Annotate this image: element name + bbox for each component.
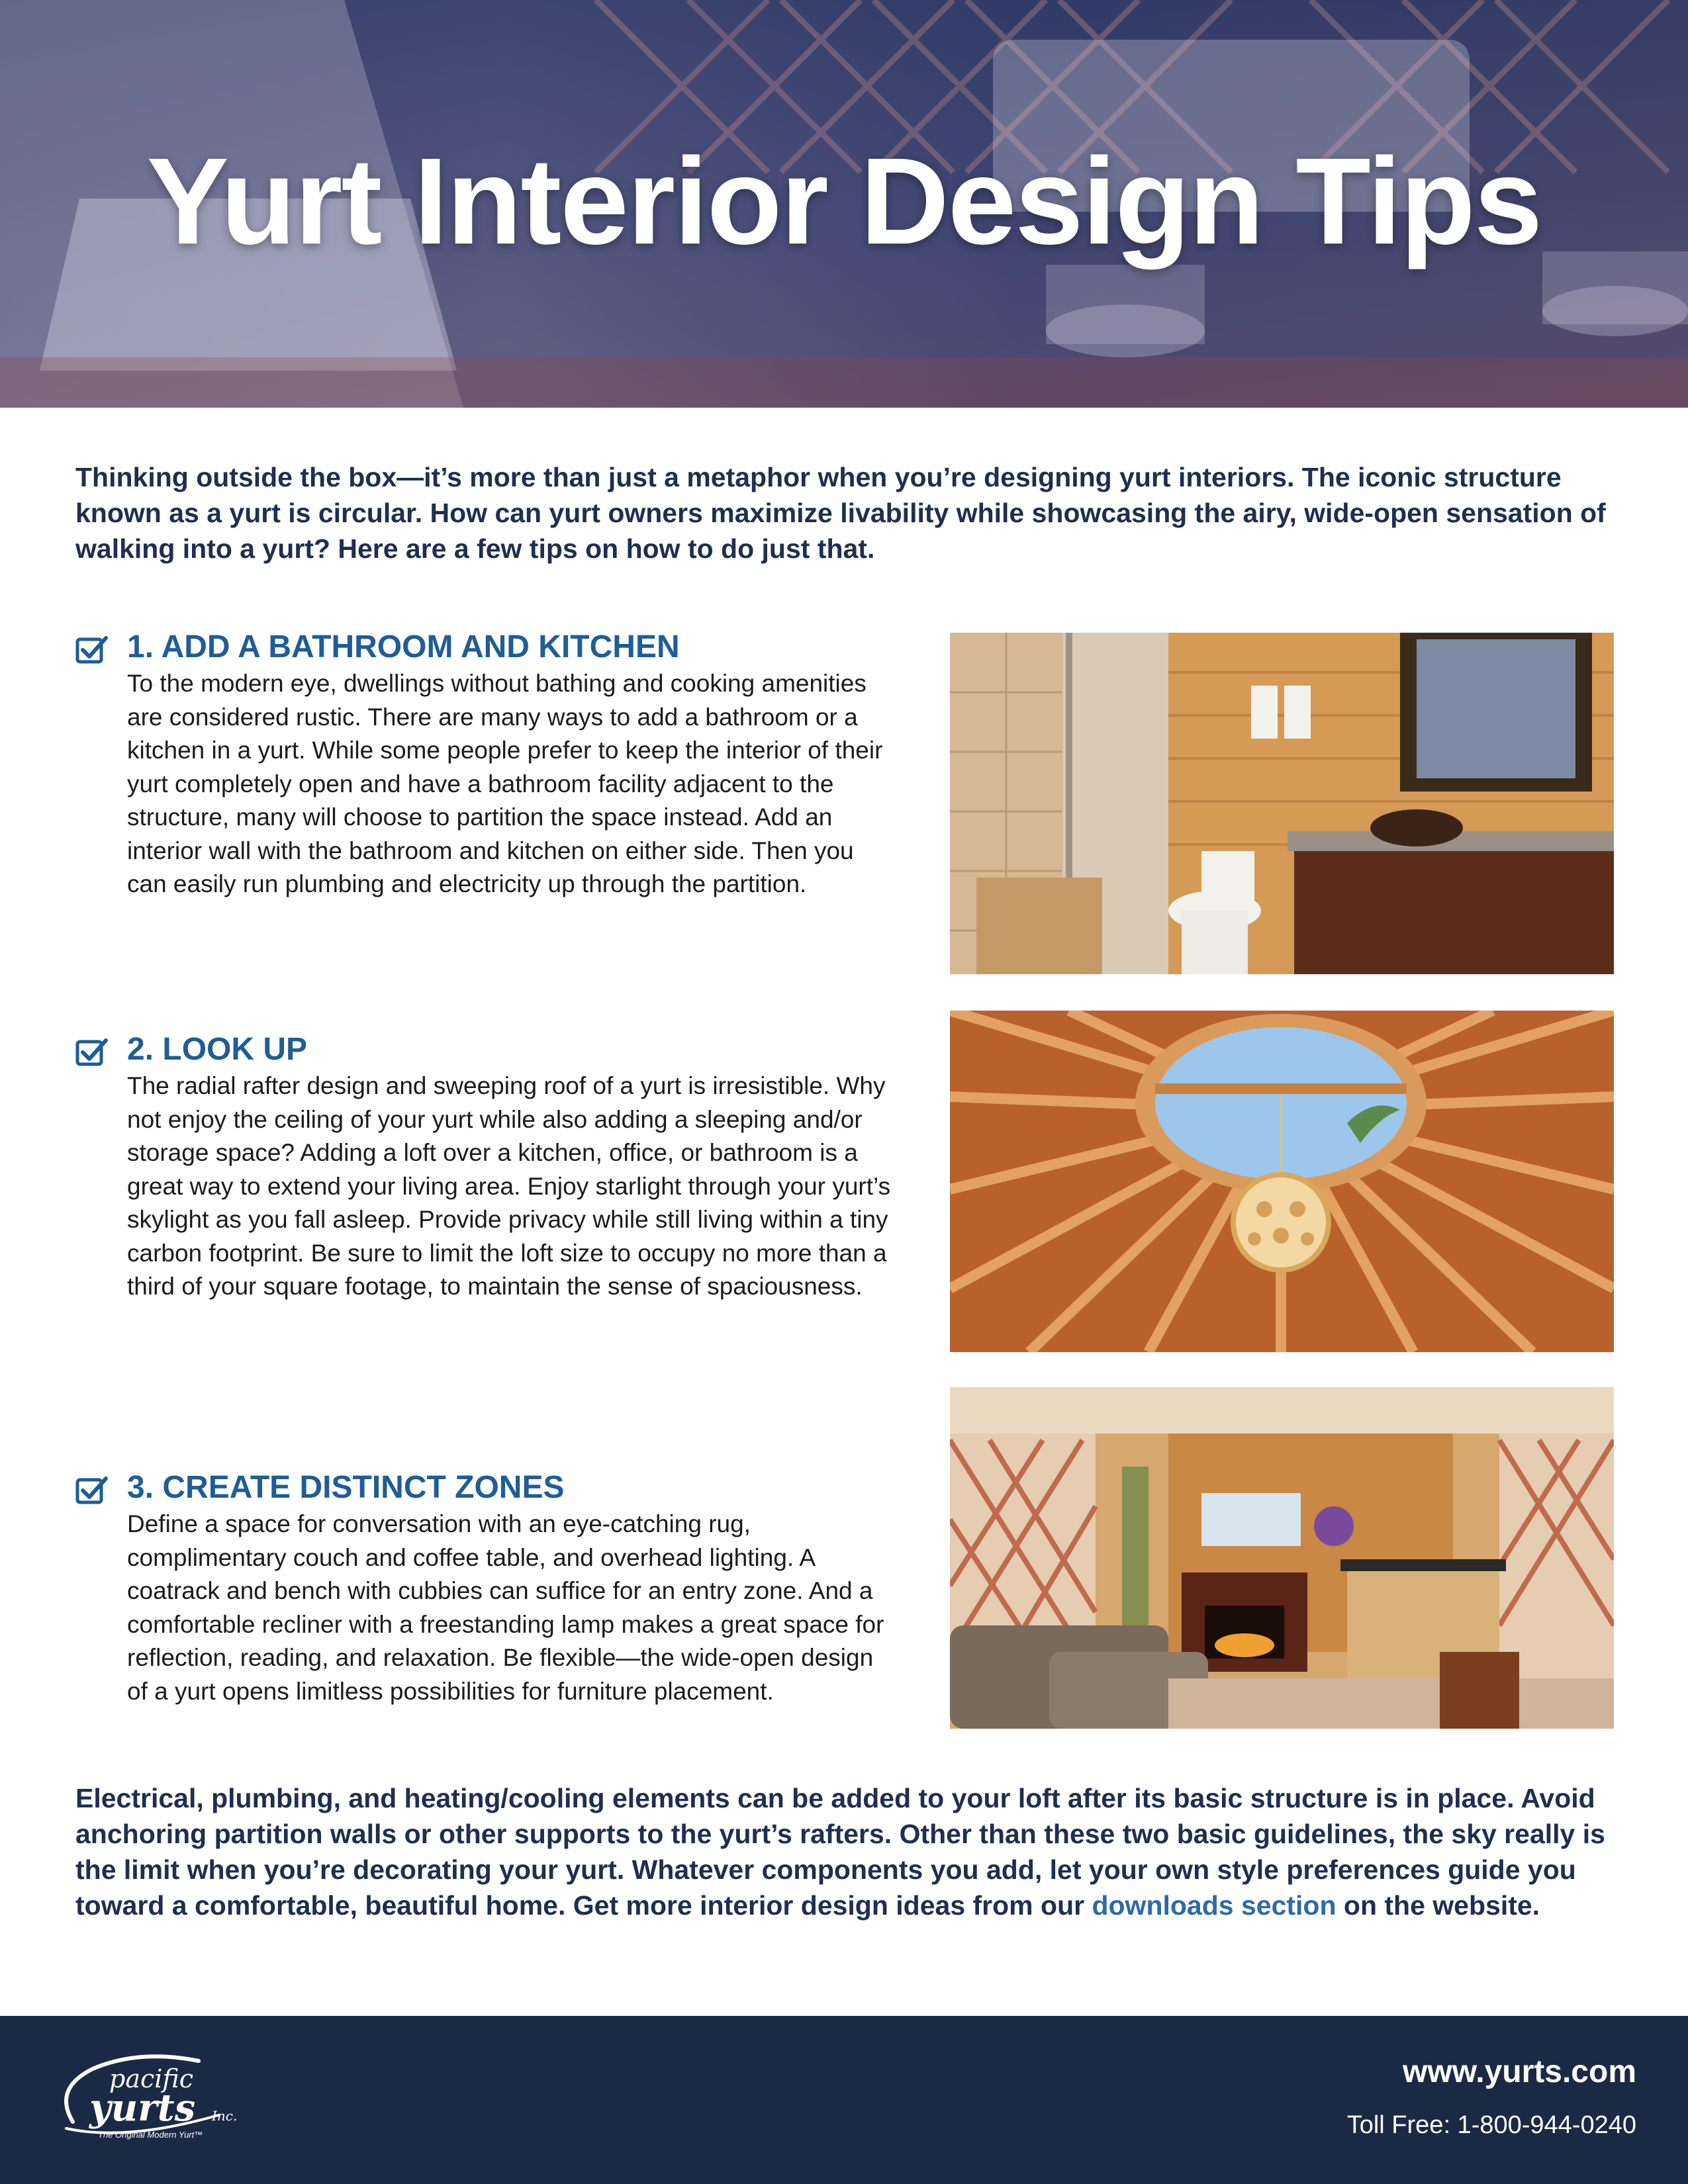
tip-title: 2. LOOK UP — [127, 1032, 308, 1067]
ceiling-skylight-photo — [950, 1011, 1614, 1352]
tip-title: 3. CREATE DISTINCT ZONES — [127, 1470, 565, 1505]
logo-text-line2: yurts — [89, 2086, 196, 2130]
toll-free-phone: Toll Free: 1-800-944-0240 — [1346, 2111, 1636, 2139]
website-link[interactable]: www.yurts.com — [1403, 2054, 1636, 2089]
tip-bathroom-kitchen — [75, 627, 896, 901]
downloads-section-link[interactable]: downloads section — [1092, 1890, 1336, 1921]
tip-distinct-zones — [75, 1468, 896, 1708]
tip-body: Define a space for conversation with an eye-catching rug, complimentary couch and coffee table, and overhead lighting. A coatrack and bench with cubbies can suffice for an entry zone. And a comfortable recliner with a freestanding lamp makes a great space for reflection, reading, and relaxation. Be flexible—the wide-open design of a yurt opens limitless possibilities for furniture placement. — [127, 1510, 884, 1705]
closing-text-end: on the website. — [1336, 1890, 1540, 1921]
footer — [0, 2016, 1688, 2184]
tip-title: 1. ADD A BATHROOM AND KITCHEN — [127, 629, 680, 664]
living-room-zones-photo — [950, 1387, 1614, 1729]
checkbox-checked-icon — [75, 1475, 109, 1505]
tip-look-up — [75, 1030, 896, 1304]
logo-tagline: The Original Modern Yurt™ — [98, 2130, 203, 2140]
logo-text-suffix: Inc. — [212, 2108, 238, 2124]
closing-paragraph — [75, 1780, 1618, 1923]
pacific-yurts-logo — [46, 2049, 265, 2148]
tip-body: To the modern eye, dwellings without bathing and cooking amenities are considered rustic. There are many ways to add a bathroom or a kitchen in a yurt. While some people prefer to keep the interior of their yurt completely open and have a bathroom facility adjacent to the structure, many will choose to partition the space instead. Add an interior wall with the bathroom and kitchen on either side. Then you can easily run plumbing and electricity up through the partition. — [127, 670, 883, 897]
logo-text-line1: pacific — [109, 2064, 194, 2093]
checkbox-checked-icon — [75, 1036, 109, 1067]
page-title: Yurt Interior Design Tips — [146, 133, 1542, 270]
intro-paragraph: Thinking outside the box—it’s more than just a metaphor when you’re designing yurt interiors. The iconic structure known as a yurt is circular. How can yurt owners maximize livability while showcasing the airy, wide-open sensation of walking into a yurt? Here are a few tips on how to do just that. — [75, 462, 1606, 564]
bathroom-photo — [950, 633, 1614, 974]
checkbox-checked-icon — [75, 634, 109, 664]
tip-body: The radial rafter design and sweeping roof of a yurt is irresistible. Why not enjoy the ceiling of your yurt while also adding a sleeping and/or storage space? Adding a loft over a kitchen, office, or bathroom is a great way to extend your living area. Enjoy starlight through your yurt’s skylight as you fall asleep. Provide privacy while still living within a tiny carbon footprint. Be sure to limit the loft size to occupy no more than a third of your square footage, to maintain the sense of spaciousness. — [127, 1072, 891, 1300]
hero-banner — [0, 0, 1688, 408]
closing-text: Electrical, plumbing, and heating/cooling elements can be added to your loft after its basic structure is in place. Avoid anchoring partition walls or other supports to the yurt’s rafters. Other than these two basic guidelines, the sky really is the limit when you’re decorating your yurt. Whatever components you add, let your own style preferences guide you toward a comfortable, beautiful home. Get more interior design ideas from our — [75, 1783, 1605, 1921]
